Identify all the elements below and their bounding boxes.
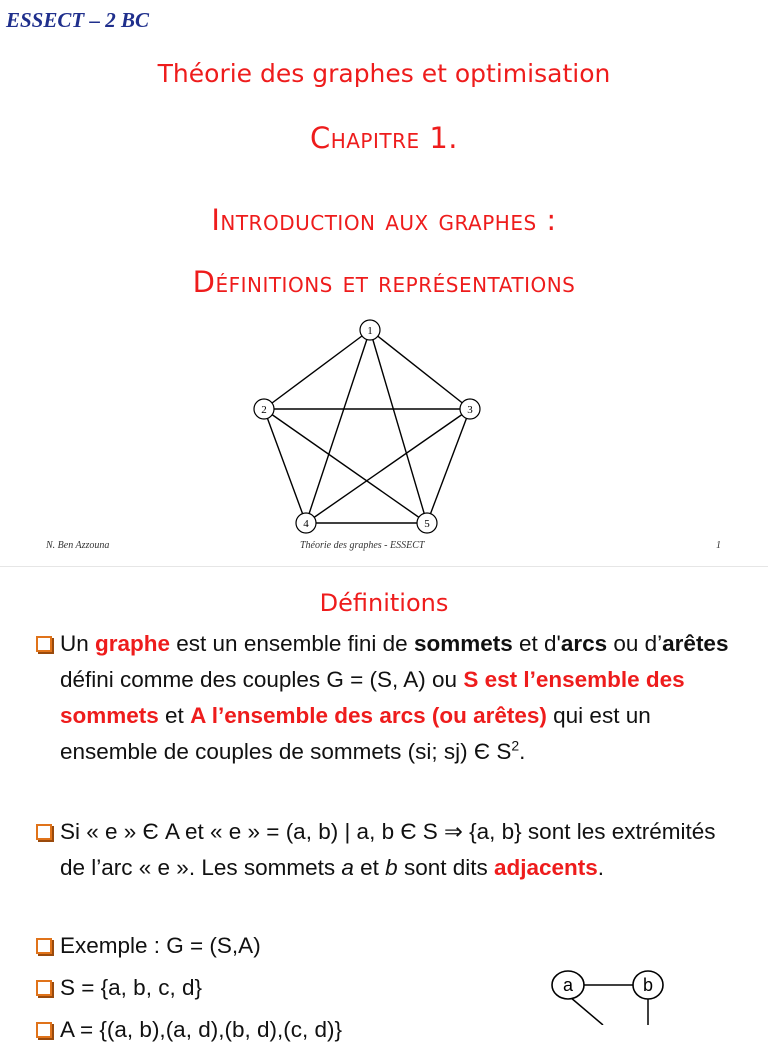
bullet-vertex-set: S = {a, b, c, d}	[18, 970, 738, 1006]
svg-text:a: a	[562, 975, 574, 995]
checkbox-bullet-icon	[36, 980, 52, 996]
graph-edge	[264, 409, 306, 523]
graph-node	[254, 399, 274, 419]
footer-author: N. Ben Azzouna	[46, 540, 110, 551]
graph-edge	[370, 330, 427, 523]
term-s-ensemble: S est l’ensemble des sommets	[60, 667, 685, 728]
chapter-subtitle-1: Introduction aux graphes :	[211, 203, 557, 237]
graph-edge	[427, 409, 470, 523]
graph-edge	[264, 409, 427, 523]
svg-text:1: 1	[367, 325, 373, 337]
graph-node	[296, 513, 316, 533]
chapter-subtitle-2: Définitions et représentations	[192, 265, 576, 299]
checkbox-bullet-icon	[36, 938, 52, 954]
graph-node	[460, 399, 480, 419]
course-title: Théorie des graphes et optimisation	[157, 59, 611, 88]
bullet-example: Exemple : G = (S,A)	[18, 928, 738, 964]
graph-node	[417, 513, 437, 533]
footer-page-number: 1	[716, 540, 721, 551]
example-node	[552, 971, 584, 999]
term-adjacents: adjacents	[493, 855, 598, 880]
term-graphe: graphe	[95, 631, 171, 656]
bullet-graph-definition: Un graphe est un ensemble fini de sommets et d'arcs ou d’arêtes défini comme des couples G = (S, A) ou S est l’ensemble des sommets et A l’ensemble des arcs (ou arêtes) qui est un ensemble de couples de sommets (si; sj) Є $S^2$.	[18, 626, 738, 770]
svg-text:2: 2	[261, 404, 267, 416]
graph-edge	[306, 330, 370, 523]
checkbox-bullet-icon	[36, 1022, 52, 1038]
svg-text:b: b	[642, 975, 654, 995]
checkbox-bullet-icon	[36, 636, 52, 652]
svg-text:3: 3	[467, 404, 473, 416]
term-aretes: arêtes	[662, 631, 729, 656]
graph-edge	[370, 330, 470, 409]
svg-text:4: 4	[303, 518, 309, 530]
term-arcs: arcs	[560, 631, 608, 656]
graph-edge	[306, 409, 470, 523]
term-a-ensemble: A l’ensemble des arcs (ou arêtes)	[190, 703, 547, 728]
example-node	[633, 971, 663, 999]
checkbox-bullet-icon	[36, 824, 52, 840]
bullet-adjacency: Si « e » Є A et « e » = (a, b) | a, b Є S ⇒ {a, b} sont les extrémités de l’arc « e ». Les sommets a et b sont dits adjacents.	[18, 814, 738, 886]
course-label: ESSECT – 2 BC	[6, 8, 149, 32]
footer-course: Théorie des graphes - ESSECT	[300, 540, 425, 551]
bullet-arc-set: A = {(a, b),(a, d),(b, d),(c, d)}	[18, 1012, 738, 1048]
section-heading: Définitions	[319, 589, 449, 617]
example-graph-figure	[548, 965, 708, 1025]
svg-text:5: 5	[424, 518, 430, 530]
complete-graph-figure	[240, 315, 500, 540]
term-sommets: sommets	[413, 631, 513, 656]
graph-node	[360, 320, 380, 340]
graph-edge	[264, 330, 370, 409]
example-edge	[570, 997, 603, 1025]
chapter-title: Chapitre 1.	[309, 121, 459, 155]
